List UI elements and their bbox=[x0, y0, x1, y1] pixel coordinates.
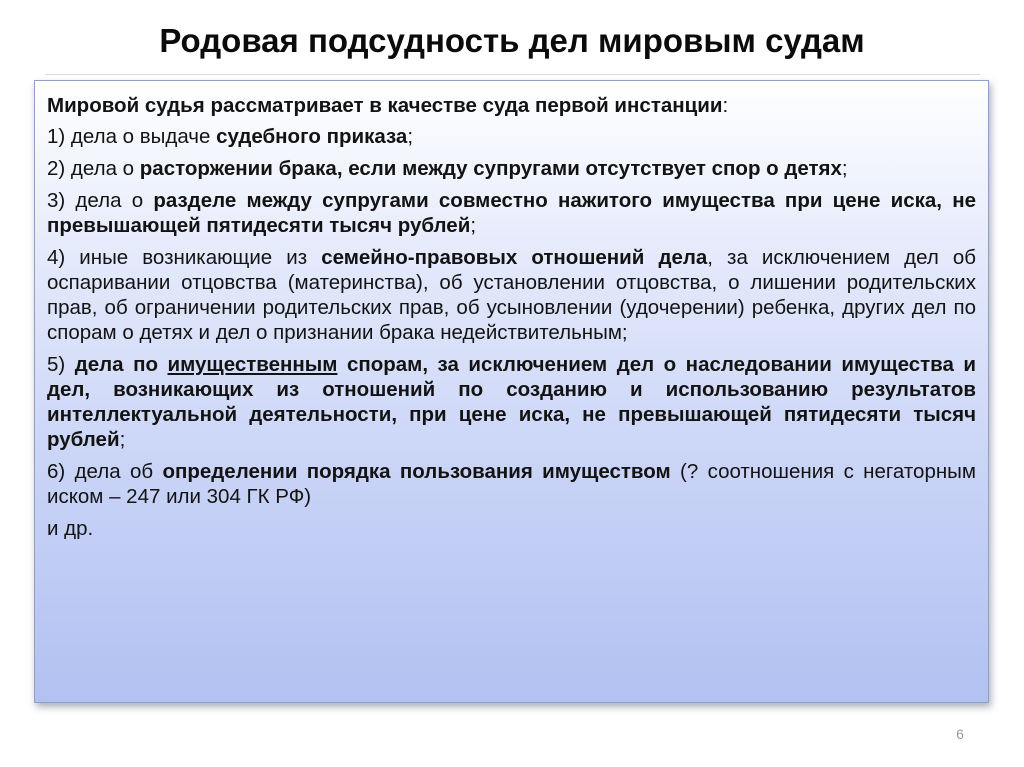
item-5-underlined-text: имущественным bbox=[167, 353, 338, 376]
item-6-bold-text: определении порядка пользования имуществом bbox=[162, 460, 671, 483]
list-item-2 bbox=[47, 156, 976, 181]
item-5-bold-lead: дела по bbox=[74, 353, 168, 376]
list-item-1 bbox=[47, 124, 976, 149]
item-3-tail-text: ; bbox=[470, 214, 477, 237]
item-2-bold-text: расторжении брака, если между супругами отсутствует спор о детях bbox=[139, 157, 842, 180]
intro-tail-text: : bbox=[722, 94, 729, 117]
item-4-tail-text: , за исключением дел об оспаривании отцовства (материнства), об установлении отцовства, о лишении родительских прав, об ограничении родительских прав, об усыновлении (удочерении) ребенка, других дел по спорам о детях и дел о признании брака недействительным; bbox=[47, 246, 976, 344]
item-5-text: 5) bbox=[47, 353, 75, 376]
title-divider bbox=[45, 74, 980, 75]
list-item-5 bbox=[47, 352, 976, 452]
page-number: 6 bbox=[956, 726, 964, 742]
item-5-bold-rest: спорам, за исключением дел о наследовании имущества и дел, возникающих из отношений по созданию и использованию результатов интеллектуальной деятельности, при цене иска, не превышающей пятидесяти тысяч рублей bbox=[47, 353, 976, 451]
intro-paragraph bbox=[47, 93, 976, 118]
closing-text: и др. bbox=[47, 517, 94, 540]
content-box bbox=[34, 80, 989, 703]
item-1-bold-text: судебного приказа bbox=[216, 125, 408, 148]
item-5-tail-text: ; bbox=[119, 428, 126, 451]
item-6-text: 6) дела об bbox=[47, 460, 163, 483]
intro-bold-text: Мировой судья рассматривает в качестве суда первой инстанции bbox=[47, 94, 723, 117]
list-item-4 bbox=[47, 245, 976, 345]
list-item-3 bbox=[47, 188, 976, 238]
list-item-6 bbox=[47, 459, 976, 509]
item-3-bold-text: разделе между супругами совместно нажитого имущества при цене иска, не превышающей пятидесяти тысяч рублей bbox=[47, 189, 976, 237]
item-2-tail-text: ; bbox=[841, 157, 848, 180]
slide-title: Родовая подсудность дел мировым судам bbox=[159, 22, 865, 59]
item-1-text: 1) дела о выдаче bbox=[47, 125, 217, 148]
item-2-text: 2) дела о bbox=[47, 157, 140, 180]
item-6-tail-text: (? соотношения с негаторным иском – 247 или 304 ГК РФ) bbox=[47, 460, 976, 508]
item-3-text: 3) дела о bbox=[47, 189, 154, 212]
item-4-bold-text: семейно-правовых отношений дела bbox=[321, 246, 708, 269]
item-1-tail-text: ; bbox=[407, 125, 414, 148]
item-4-text: 4) иные возникающие из bbox=[47, 246, 322, 269]
item-5-bold-text bbox=[47, 353, 976, 451]
